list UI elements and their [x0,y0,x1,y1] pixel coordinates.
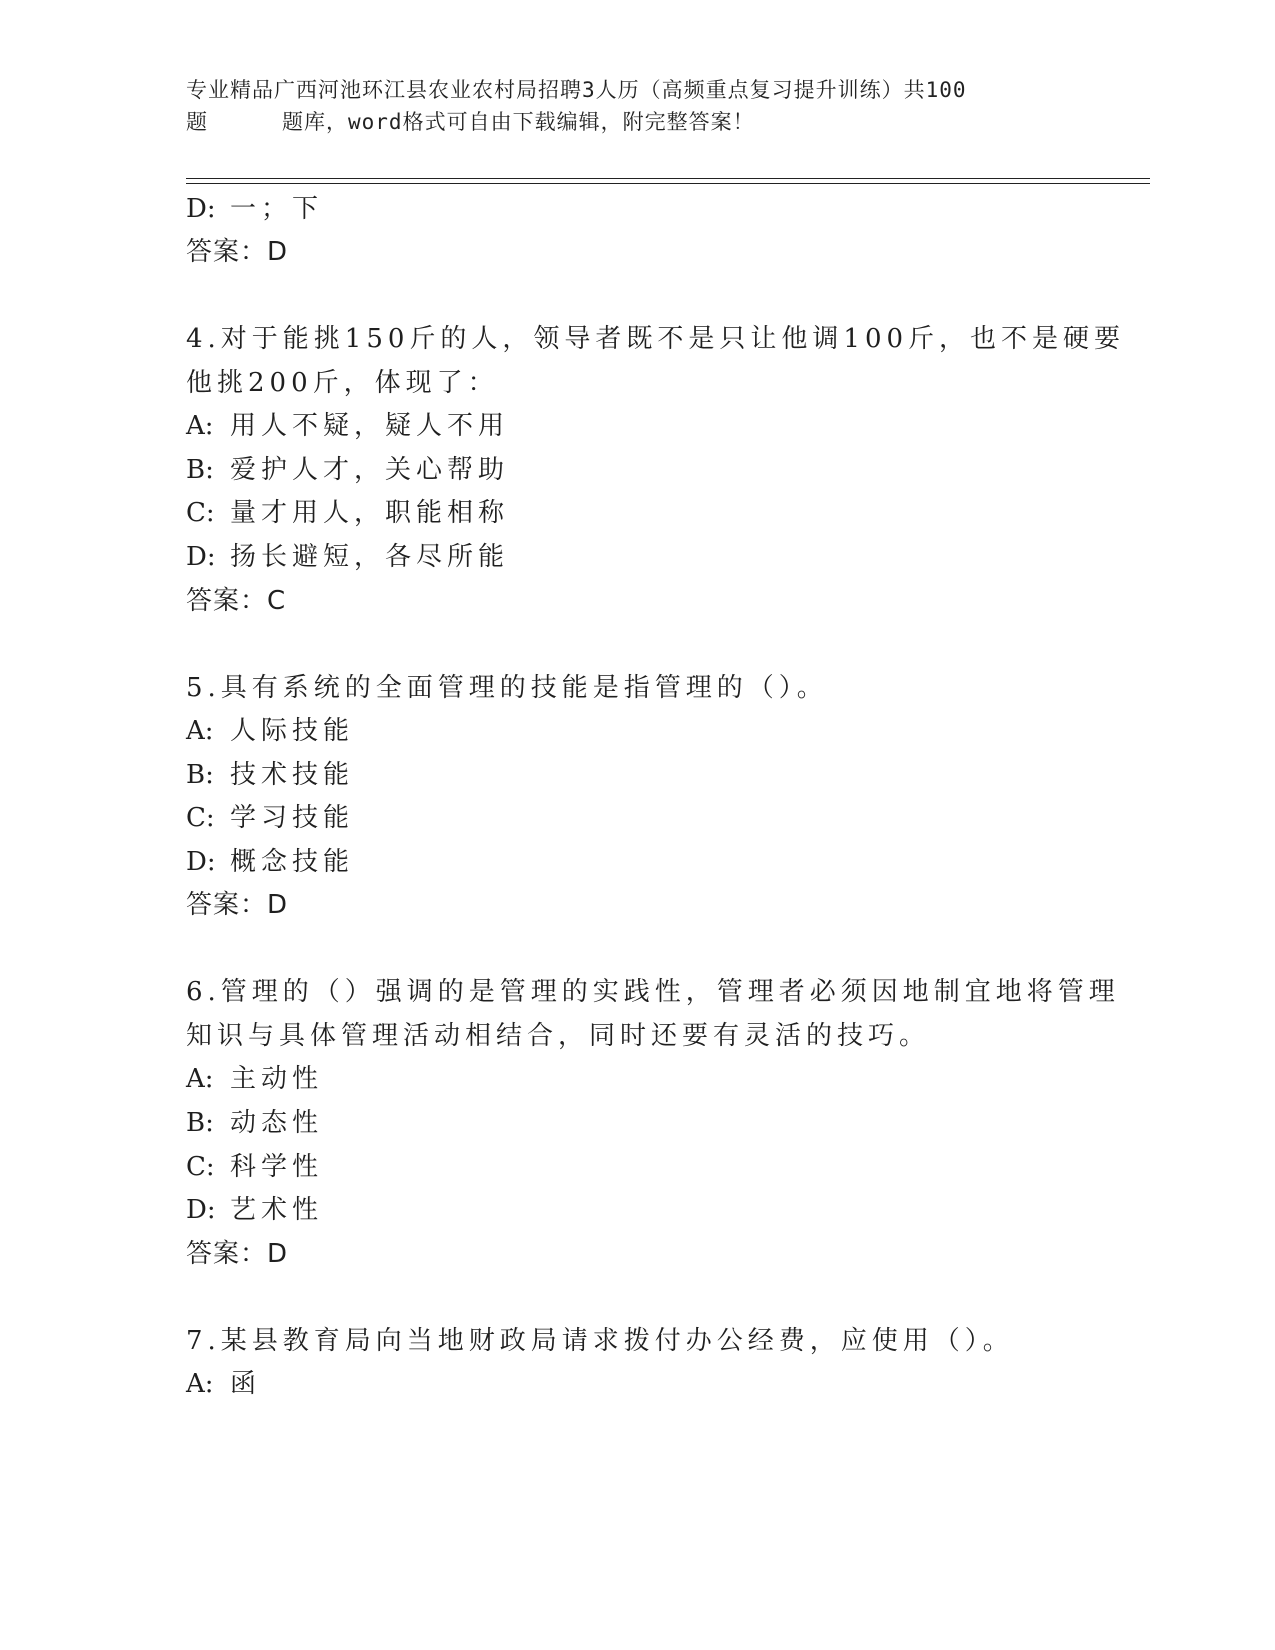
question-6-answer: 答案：D [186,1239,289,1269]
question-6-option-b: B: 动态性 [186,1108,324,1138]
question-4-option-c: C: 量才用人，职能相称 [186,498,510,528]
question-4-answer: 答案：C [186,586,287,616]
question-6-option-d: D: 艺术性 [186,1195,324,1225]
question-5-option-d: D: 概念技能 [186,847,355,877]
question-6-option-c: C: 科学性 [186,1152,324,1182]
question-7-stem-line1: 7.某县教育局向当地财政局请求拨付办公经费，应使用（）。 [186,1326,1014,1356]
question-4-stem-line1: 4.对于能挑150斤的人，领导者既不是只让他调100斤，也不是硬要 [186,324,1126,354]
header-divider-bottom [186,183,1150,184]
page-header [186,74,1086,138]
question-6-stem-line1: 6.管理的（）强调的是管理的实践性，管理者必须因地制宜地将管理 [186,977,1120,1007]
question-5-option-a: A: 人际技能 [186,716,355,746]
question-5-stem-line1: 5.具有系统的全面管理的技能是指管理的（）。 [186,673,828,703]
question-4-stem-line2: 他挑200斤，体现了： [186,368,499,398]
header-title-line2-lead: 题 [186,110,208,134]
carryover-answer: 答案：D [186,237,289,267]
header-divider-top [186,178,1150,179]
question-6-option-a: A: 主动性 [186,1064,324,1094]
carryover-option-d: D: 一；下 [186,194,324,224]
question-4-option-d: D: 扬长避短，各尽所能 [186,542,510,572]
question-7-option-a: A: 函 [186,1369,262,1399]
question-5-option-c: C: 学习技能 [186,803,355,833]
header-title-line2-rest: 题库，word格式可自由下载编辑，附完整答案！ [282,110,755,134]
header-title-line1: 专业精品广西河池环江县农业农村局招聘3人历（高频重点复习提升训练）共100 [186,78,967,102]
header-title-line2 [186,106,1086,138]
question-5-answer: 答案：D [186,890,289,920]
question-4-option-b: B: 爱护人才，关心帮助 [186,455,510,485]
question-4-option-a: A: 用人不疑，疑人不用 [186,411,510,441]
question-5-option-b: B: 技术技能 [186,760,355,790]
question-6-stem-line2: 知识与具体管理活动相结合，同时还要有灵活的技巧。 [186,1021,931,1051]
